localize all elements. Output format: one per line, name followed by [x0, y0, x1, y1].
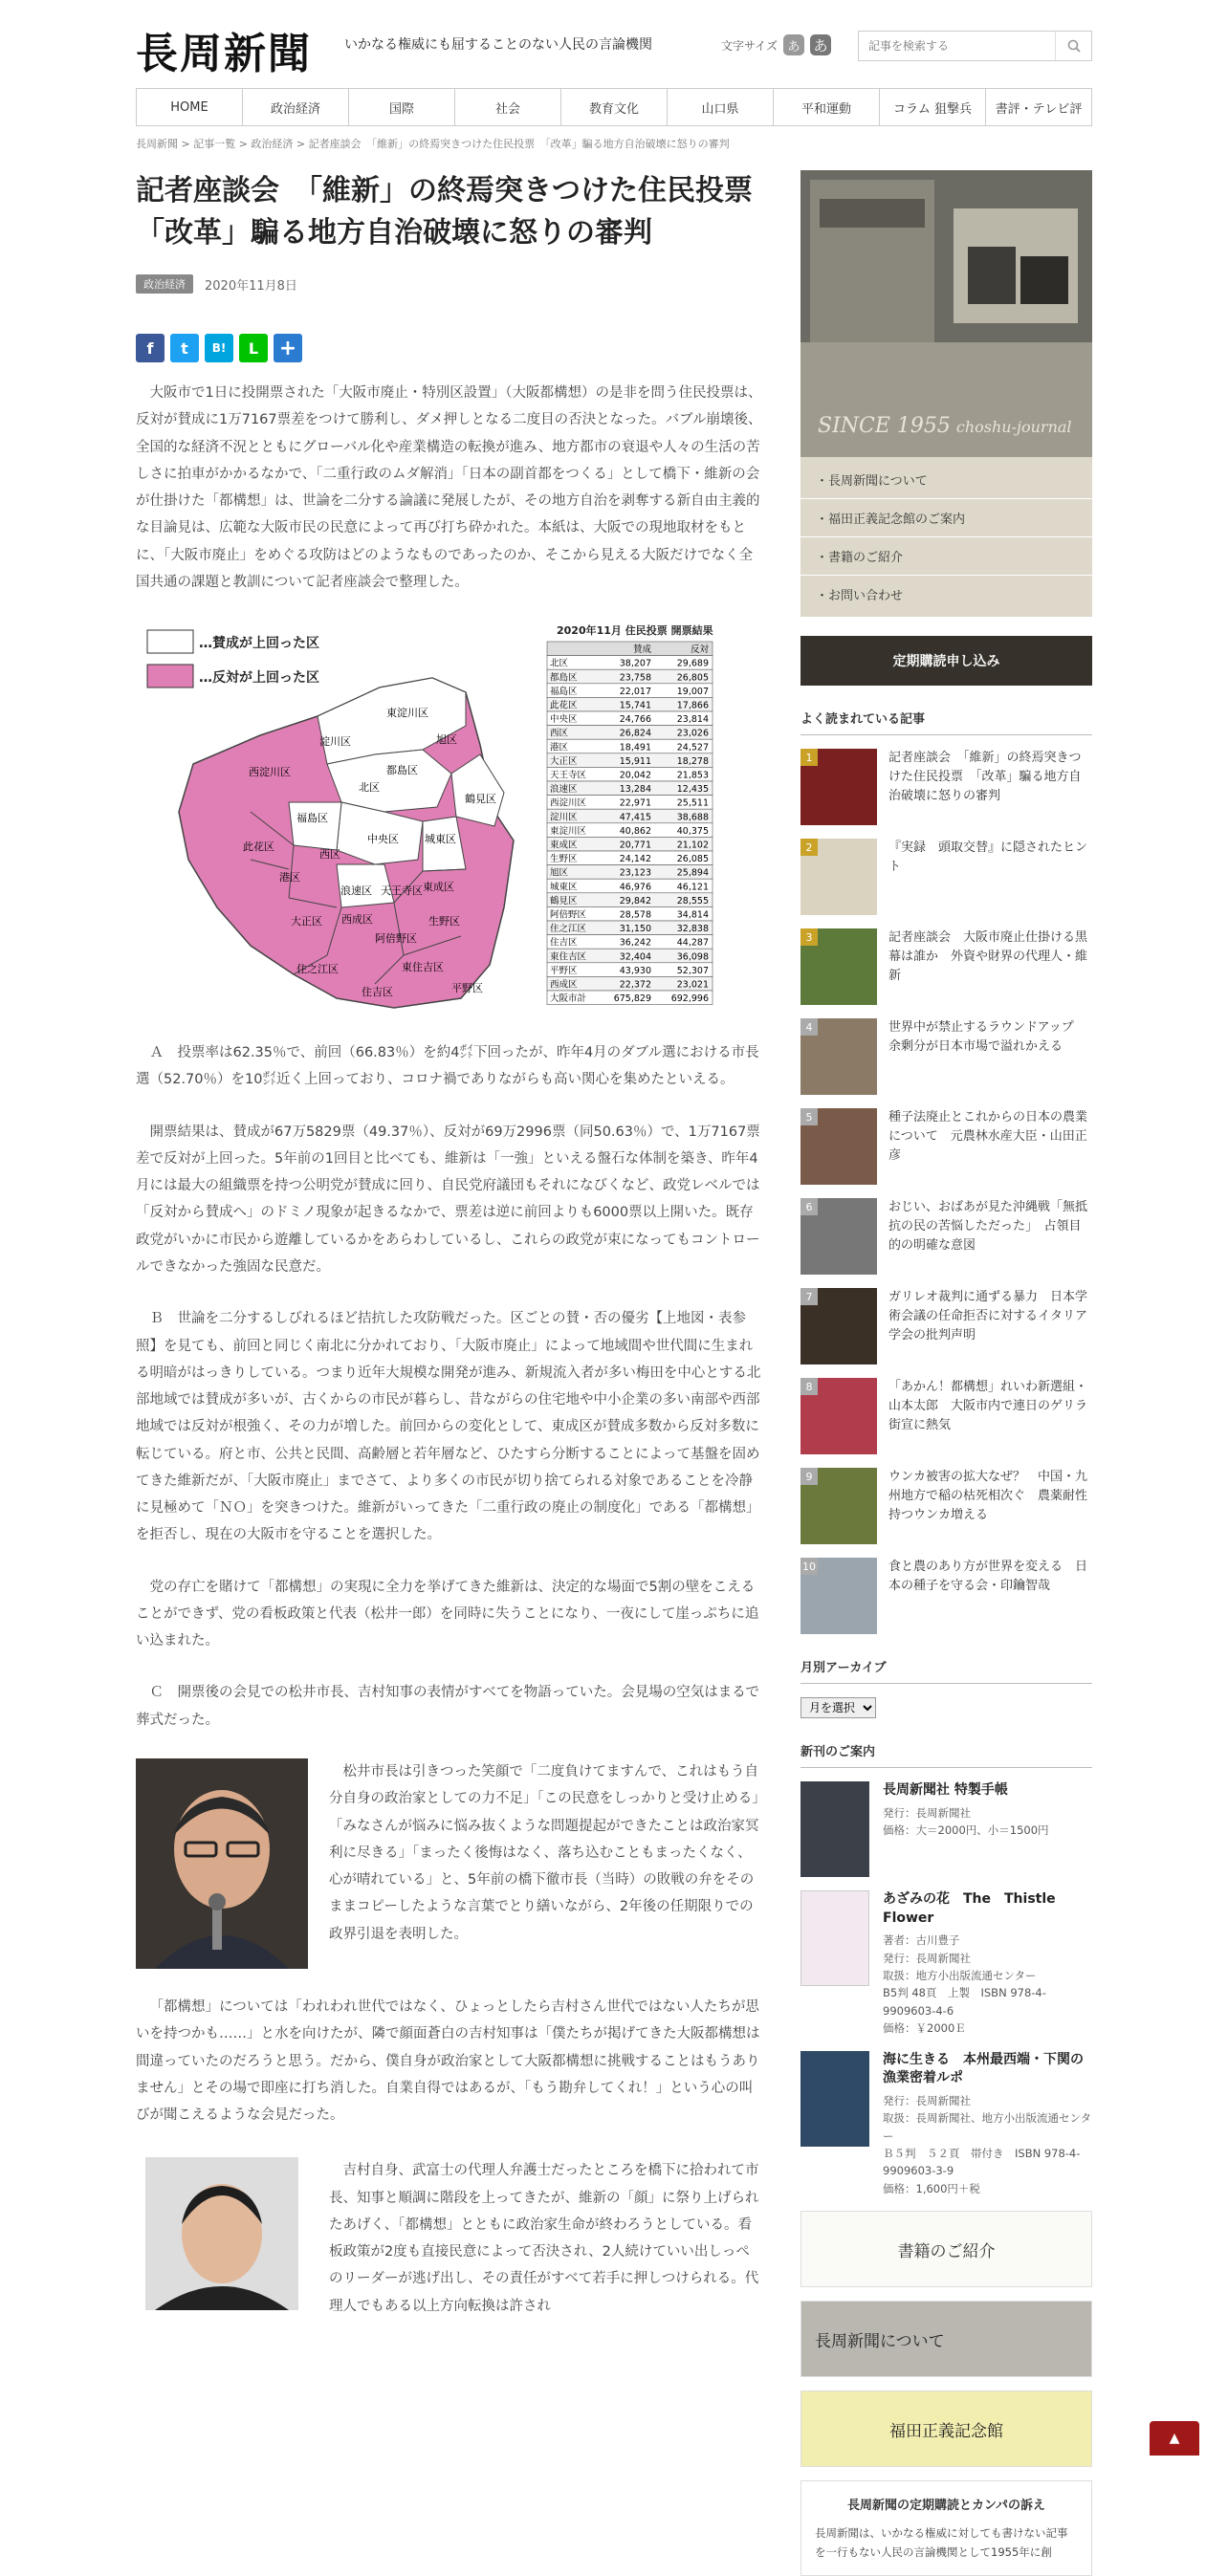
search-box: [858, 31, 1092, 61]
popular-thumb[interactable]: [800, 1378, 877, 1454]
table-cell: 旭区: [550, 867, 569, 879]
table-cell: 25,511: [676, 797, 709, 809]
article-date: 2020年11月8日: [205, 278, 297, 294]
since-label: SINCE 1955 choshu-journal: [818, 414, 1072, 438]
popular-thumb[interactable]: [800, 1108, 877, 1185]
table-cell: 23,123: [619, 867, 651, 879]
label-kita: 北区: [359, 781, 380, 795]
table-cell: 24,766: [619, 714, 651, 726]
popular-item[interactable]: [800, 749, 1092, 825]
popular-title-link[interactable]: 種子法廃止とこれからの日本の農業について 元農林水産大臣・山田正彦: [888, 1110, 1088, 1164]
yoshimura-photo: [136, 2157, 308, 2310]
legend-no-swatch: [147, 665, 193, 688]
search-button[interactable]: [1055, 32, 1091, 60]
appeal-text: 長周新聞は、いかなる権威に対しても書けない記事を一行もない人民の言論機関として1955年に創: [815, 2526, 1068, 2559]
table-cell: 22,017: [619, 687, 651, 698]
label-yodogawa: 淀川区: [319, 735, 351, 749]
table-cell: 40,862: [619, 826, 651, 838]
rank-number: 3: [800, 928, 818, 946]
more-share-icon[interactable]: +: [274, 334, 302, 362]
menu-books[interactable]: ・書籍のご紹介: [800, 537, 1092, 576]
about-banner[interactable]: 長周新聞について: [800, 2301, 1092, 2377]
table-cell: 西成区: [550, 979, 578, 991]
table-cell: 44,287: [676, 937, 709, 949]
table-cell: 21,102: [676, 840, 709, 851]
label-nishi: 西区: [319, 848, 340, 862]
table-cell: 阿倍野区: [550, 909, 587, 921]
matsui-photo: [136, 1758, 308, 1969]
table-cell: 31,150: [619, 924, 651, 935]
table-cell: 36,098: [676, 951, 709, 963]
table-cell: 28,555: [676, 896, 709, 907]
table-row: [547, 642, 713, 656]
rank-number: 2: [800, 839, 818, 856]
popular-title-link[interactable]: ウンカ被害の拡大なぜ？ 中国・九州地方で稲の枯死相次ぐ 農薬耐性持つウンカ増える: [888, 1470, 1088, 1523]
table-cell: 住吉区: [550, 937, 578, 949]
rank-number: 10: [800, 1558, 818, 1575]
breadcrumb[interactable]: 長周新聞 > 記事一覧 > 政治経済 > 記者座談会 「維新」の終焉突きつけた住民投票 「改革」騙る地方自治破壊に怒りの審判: [136, 138, 730, 150]
results-table: [547, 642, 713, 1005]
sidebar-menu: [800, 457, 1092, 617]
popular-item[interactable]: [800, 1378, 1092, 1454]
sidebar-hero-image: [800, 170, 1092, 457]
table-cell: 18,491: [619, 742, 651, 753]
book-cover: [800, 1890, 869, 1986]
book-item[interactable]: [800, 1781, 1092, 1877]
label-asahi: 旭区: [436, 733, 457, 747]
archive-title: 月別アーカイブ: [800, 1657, 1092, 1684]
popular-thumb[interactable]: [800, 1018, 877, 1095]
popular-thumb[interactable]: [800, 1558, 877, 1634]
paragraph-c3: 「都構想」については「われわれ世代ではなく、ひょっとしたら吉村さん世代ではない人たちが思いを持つかも……」と水を向けたが、隣で顔面蒼白の吉村知事は「僕たちが掲げてきた大阪都構想は間違っていたのだろうと思う。だから、僕自身が政治家として大阪都構想に挑戦することはもうありません」とその場で即座に打ち消した。自業自得ではあるが、「もう勘弁してくれ！」という心の叫びが聞こえるような会見だった。: [136, 1998, 760, 2124]
table-cell: 大阪市計: [550, 993, 587, 1005]
popular-item[interactable]: [800, 1558, 1092, 1634]
page-top-button[interactable]: ▲: [1150, 2421, 1199, 2456]
rank-number: 8: [800, 1378, 818, 1395]
label-chuo: 中央区: [367, 833, 399, 846]
table-cell: 15,911: [619, 756, 651, 768]
book-cover: [800, 2051, 869, 2147]
table-cell: 23,758: [619, 672, 651, 684]
table-cell: 47,415: [619, 812, 651, 823]
main-nav: [136, 88, 1092, 126]
nav-peace[interactable]: 平和運動: [774, 89, 880, 125]
table-cell: 22,971: [619, 797, 651, 809]
result-map-figure: [136, 621, 762, 1022]
table-cell: 26,085: [676, 854, 709, 865]
popular-thumb[interactable]: [800, 1198, 877, 1275]
table-cell: 賛成: [632, 644, 651, 656]
category-badge[interactable]: 政治経済: [136, 274, 193, 294]
table-cell: 西区: [550, 728, 569, 739]
label-joto: 城東区: [425, 833, 456, 846]
table-cell: 平野区: [550, 966, 578, 977]
paragraph-c1: Ｃ 開票後の会見での松井市長、吉村知事の表情がすべてを物語っていた。会見場の空気はまるで葬式だった。: [136, 1685, 760, 1728]
popular-item[interactable]: [800, 1198, 1092, 1275]
table-cell: 福島区: [550, 687, 578, 698]
share-buttons: [136, 334, 762, 362]
nav-politics[interactable]: 政治経済: [243, 89, 349, 125]
books-banner[interactable]: 書籍のご紹介: [800, 2211, 1092, 2287]
label-hirano: 平野区: [451, 982, 483, 995]
popular-thumb[interactable]: [800, 1288, 877, 1364]
paragraph-c4: 吉村自身、武富士の代理人弁護士だったところを橋下に拾われて市長、知事と順調に階段を上ってきたが、維新の「顔」に祭り上げられたあげく、「都構想」とともに政治家生命が終わろうとしている。看板政策が2度も直接民意によって否決され、2人続けていい出しっぺのリーダーが逃げ出し、その責任がすべて若手に押しつけられる。代理人でもある以上方向転換は許され: [329, 2163, 759, 2314]
popular-title-link[interactable]: ガリレオ裁判に通ずる暴力 日本学術会議の任命拒否に対するイタリア学会の批判声明: [888, 1290, 1088, 1343]
label-ikuno: 生野区: [428, 915, 460, 928]
table-cell: 此花区: [550, 700, 578, 711]
legend-yes-label: …賛成が上回った区: [199, 636, 319, 652]
site-logo[interactable]: 長周新聞: [136, 30, 312, 78]
label-taisho: 大正区: [291, 915, 322, 928]
table-cell: 20,042: [619, 770, 651, 781]
label-higashinari: 東成区: [423, 881, 454, 894]
twitter-share-icon[interactable]: t: [170, 334, 199, 362]
table-cell: 46,121: [676, 882, 709, 893]
book-title[interactable]: あざみの花 The Thistle Flower: [883, 1891, 1056, 1926]
line-share-icon[interactable]: L: [239, 334, 268, 362]
popular-item[interactable]: [800, 1468, 1092, 1544]
popular-title-link[interactable]: 世界中が禁止するラウンドアップ 余剰分が日本市場で溢れかえる: [888, 1020, 1086, 1055]
map-district-fukushima: [289, 802, 341, 850]
table-cell: 北区: [550, 658, 569, 669]
table-cell: 26,824: [619, 728, 651, 739]
popular-title-link[interactable]: 『実録 頭取交替』に隠されたヒント: [888, 840, 1088, 875]
label-konohana: 此花区: [243, 840, 274, 854]
paragraph-a2: 開票結果は、賛成が67万5829票（49.37％）、反対が69万2996票（同50.63％）で、1万7167票差で反対が上回った。5年前の1回目と比べても、維新は「一強」といえる盤石な体制を築き、昨年4月には最大の組織票を持つ公明党が賛成に回り、自民党府議団もそれになびくなど、政党レベルでは「反対から賛成へ」のドミノ現象が起きるなかで、票差は逆に前回よりも6000票以上開いた。既存政党がいかに市民から遊離しているかをあらわしているし、これらの政党が束になってもコントロールできなかった強固な民意だ。: [136, 1124, 760, 1275]
subscribe-button[interactable]: 定期購読申し込み: [800, 636, 1092, 686]
book-cover: [800, 1781, 869, 1877]
label-nishiyodogawa: 西淀川区: [249, 766, 291, 779]
table-cell: 大正区: [550, 756, 578, 768]
book-desc: 発行：長周新聞社 価格：大＝2000円、小＝1500円: [883, 1805, 1049, 1837]
popular-title-link[interactable]: 食と農のあり方が世界を変える 日本の種子を守る会・印鑰智哉: [888, 1560, 1088, 1594]
museum-banner[interactable]: 福田正義記念館: [800, 2390, 1092, 2467]
table-cell: 26,805: [676, 672, 709, 684]
table-cell: 36,242: [619, 937, 651, 949]
book-desc: 発行：長周新聞社 取扱：長周新聞社、地方小出版流通センター Ｂ５判 ５２頁 帯付き ISBN 978-4-9909603-3-9 価格：1,600円＋税: [883, 2093, 1092, 2195]
table-cell: 29,689: [676, 658, 709, 669]
legend-yes-swatch: [147, 630, 193, 653]
table-cell: 40,375: [676, 826, 709, 838]
table-cell: 24,527: [676, 742, 709, 753]
table-cell: 15,741: [619, 700, 651, 711]
new-books-title: 新刊のご案内: [800, 1741, 1092, 1768]
photo-block-yoshimura: [136, 2157, 762, 2320]
rank-number: 1: [800, 749, 818, 766]
article: [136, 170, 781, 2576]
sidebar: [800, 170, 1092, 2576]
search-icon: [1067, 39, 1081, 53]
table-cell: 692,996: [670, 993, 709, 1005]
article-title: 記者座談会 「維新」の終焉突きつけた住民投票 「改革」騙る地方自治破壊に怒りの審判: [136, 174, 781, 250]
menu-museum[interactable]: ・福田正義記念館のご案内: [800, 499, 1092, 537]
table-cell: 都島区: [550, 672, 578, 684]
label-higashisumiyoshi: 東住吉区: [402, 961, 444, 974]
menu-contact[interactable]: ・お問い合わせ: [816, 589, 904, 603]
rank-number: 4: [800, 1018, 818, 1036]
popular-item[interactable]: [800, 1018, 1092, 1095]
table-cell: 反対: [690, 644, 709, 656]
label-minato: 港区: [279, 871, 300, 884]
nav-international[interactable]: 国際: [349, 89, 455, 125]
popular-thumb[interactable]: [800, 749, 877, 825]
paragraph-intro: 大阪市で1日に投開票された「大阪市廃止・特別区設置」（大阪都構想）の是非を問う住民投票は、反対が賛成に1万7167票差をつけて勝利し、ダメ押しとなる二度目の否決となった。バブル崩壊後、全国的な経済不況とともにグローバル化や産業構造の転換が進み、地方都市の衰退や人々の生活の苦しさに拍車がかかるなかで、「二重行政のムダ解消」「日本の副首都をつくる」として橋下・維新の会が仕掛けた「都構想」は、世論を二分する論議に発展したが、その地方自治を剥奪する新自由主義的な目論見は、広範な大阪市民の民意によって再び打ち砕かれた。本紙は、大阪での現地取材をもとに、「大阪市廃止」をめぐる攻防はどのようなものであったのか、そこから見える大阪だけでなく全国共通の課題と教訓について記者座談会で整理した。: [136, 385, 762, 590]
nav-education[interactable]: 教育文化: [561, 89, 668, 125]
appeal-title: 長周新聞の定期購読とカンパの訴え: [846, 2499, 1046, 2514]
table-cell: 中央区: [550, 714, 578, 726]
label-tennoji: 天王寺区: [381, 884, 423, 898]
font-small-button[interactable]: あ: [783, 34, 804, 55]
table-cell: 住之江区: [550, 924, 587, 935]
photo-block-matsui: [136, 1758, 762, 1969]
popular-title-link[interactable]: 記者座談会 「維新」の終焉突きつけた住民投票 「改革」騙る地方自治破壊に怒りの審判: [888, 751, 1082, 804]
rank-number: 6: [800, 1198, 818, 1215]
label-nishinari: 西成区: [341, 913, 373, 927]
table-cell: 24,142: [619, 854, 651, 865]
paragraph-c2: 松井市長は引きつった笑顔で「二度負けてますんで、これはもう自分自身の政治家としての力不足」「この民意をしっかりと受け止める」「みなさんが悩みに悩み抜くような問題提起ができたことは政治家冥利に尽きる」「まったく後悔はなく、落ち込むこともまったくなく、心が晴れている」と、5年前の橋下徹市長（当時）の敗戦の弁をそのままコピーしたような言葉でとり繕いながら、2年後の任期限りでの政界引退を表明した。: [329, 1763, 759, 1942]
search-input[interactable]: [859, 32, 1055, 60]
archive-select[interactable]: [800, 1697, 876, 1718]
article-meta: [136, 274, 762, 294]
table-cell: 18,278: [676, 756, 709, 768]
nav-society[interactable]: 社会: [455, 89, 561, 125]
table-cell: 天王寺区: [550, 770, 587, 781]
table-cell: 生野区: [550, 854, 578, 865]
table-cell: 20,771: [619, 840, 651, 851]
popular-thumb[interactable]: [800, 839, 877, 915]
popular-title-link[interactable]: 「あかん！都構想」れいわ新選組・山本太郎 大阪市内で連日のゲリラ街宣に熱気: [888, 1380, 1088, 1433]
table-cell: 22,372: [619, 979, 651, 991]
popular-item[interactable]: [800, 928, 1092, 1005]
table-cell: 675,829: [613, 993, 651, 1005]
facebook-share-icon[interactable]: f: [136, 334, 164, 362]
table-cell: 23,026: [676, 728, 709, 739]
popular-item[interactable]: [800, 1288, 1092, 1364]
table-cell: 19,007: [676, 687, 709, 698]
font-large-button[interactable]: あ: [810, 34, 831, 55]
table-cell: 23,021: [676, 979, 709, 991]
table-cell: 21,853: [676, 770, 709, 781]
label-tsurumi: 鶴見区: [465, 793, 496, 806]
book-title[interactable]: 海に生きる 本州最西端・下関の漁業密着ルポ: [883, 2051, 1084, 2086]
label-abeno: 阿倍野区: [375, 932, 417, 946]
site-tagline: いかなる権威にも屈することのない人民の言論機関: [344, 37, 652, 53]
rank-number: 9: [800, 1468, 818, 1485]
legend-no-label: …反対が上回った区: [199, 670, 319, 687]
table-cell: 17,866: [676, 700, 709, 711]
table-cell: 鶴見区: [550, 896, 578, 907]
site-header: [136, 0, 1092, 86]
table-cell: 13,284: [619, 784, 651, 796]
table-cell: 東成区: [550, 840, 578, 851]
label-miyakojima: 都島区: [386, 764, 418, 777]
table-cell: 12,435: [676, 784, 709, 796]
menu-about[interactable]: ・長周新聞について: [800, 461, 1092, 499]
table-cell: 東住吉区: [550, 951, 587, 963]
popular-thumb[interactable]: [800, 928, 877, 1005]
table-cell: 東淀川区: [550, 826, 587, 838]
table-cell: 32,404: [619, 951, 651, 963]
rank-number: 5: [800, 1108, 818, 1125]
hatena-share-icon[interactable]: B!: [205, 334, 233, 362]
paragraph-a1: Ａ 投票率は62.35％で、前回（66.83％）を約4㌽下回ったが、昨年4月のダブル選における市長選（52.70％）を10㌽近く上回っており、コロナ禍でありながらも高い関心を集めたといえる。: [136, 1045, 759, 1088]
book-item[interactable]: [800, 1890, 1092, 2038]
nav-reviews[interactable]: 書評・テレビ評: [995, 101, 1083, 117]
table-cell: 25,894: [676, 867, 709, 879]
book-desc: 著者：古川豊子 発行：長周新聞社 取扱：地方小出版流通センター B5判 48頁 上製 ISBN 978-4-9909603-4-6 価格：￥2000Ｅ: [883, 1933, 1046, 2036]
table-cell: 38,207: [619, 658, 651, 669]
popular-item[interactable]: [800, 839, 1092, 915]
paragraph-b2: 党の存亡を賭けて「都構想」の実現に全力を挙げてきた維新は、決定的な場面で5割の壁をこえることができず、党の看板政策と代表（松井一郎）を同時に失うことになり、一夜にして崖っぷちに追い込まれた。: [136, 1579, 759, 1649]
osaka-map: [136, 621, 762, 1022]
font-size-label: 文字サイズ: [721, 38, 778, 53]
label-suminoe: 住之江区: [296, 963, 339, 976]
table-title: 2020年11月 住民投票 開票結果: [557, 624, 713, 638]
popular-list: [800, 749, 1092, 1634]
table-cell: 淀川区: [550, 812, 578, 823]
table-cell: 34,814: [676, 909, 709, 921]
label-naniwa: 浪速区: [340, 884, 372, 898]
table-cell: 46,976: [619, 882, 651, 893]
table-cell: 38,688: [676, 812, 709, 823]
nav-column[interactable]: コラム 狙撃兵: [880, 89, 986, 125]
popular-title: よく読まれている記事: [800, 709, 1092, 735]
table-cell: 43,930: [619, 966, 651, 977]
popular-title-link[interactable]: おじい、おばあが見た沖縄戦「無抵抗の民の苦悩しただった」 占領目的の明確な意図: [888, 1200, 1088, 1254]
nav-home[interactable]: HOME: [137, 89, 243, 125]
popular-title-link[interactable]: 記者座談会 大阪市廃止仕掛ける黒幕は誰か 外資や財界の代理人・維新: [888, 930, 1088, 984]
table-cell: 港区: [550, 742, 569, 753]
table-cell: 52,307: [676, 966, 709, 977]
paragraph-b1: Ｂ 世論を二分するしびれるほど拮抗した攻防戦だった。区ごとの賛・否の優劣【上地図・表参照】を見ても、前回と同じく南北に分かれており、「大阪市廃止」によって地域間や世代間に生まれる明暗がはっきりしている。つまり近年大規模な開発が進み、新規流入者が多い梅田を中心とする北部地域では賛成が多いが、古くからの市民が暮らし、昔ながらの住宅地や中小企業の多い南部や西部地域では反対が根強く、その力が増した。前回からの変化として、東成区が賛成多数から反対多数に転じている。府と市、公共と民間、高齢層と若年層など、ひたすら分断することによって基盤を固めてきた維新だが、「大阪市廃止」までさて、より多くの市民が切り捨てられる対象であることを冷静に見極めて「ＮＯ」を突きつけた。維新がいってきた「二重行政の廃止の制度化」である「都構想」を拒否し、現在の大阪市を守ることを選択した。: [136, 1311, 761, 1543]
book-title[interactable]: 長周新聞社 特製手帳: [883, 1782, 1008, 1798]
table-cell: 城東区: [550, 882, 578, 893]
popular-item[interactable]: [800, 1108, 1092, 1185]
table-cell: 29,842: [619, 896, 651, 907]
label-sumiyoshi: 住吉区: [362, 986, 393, 999]
table-cell: 32,838: [676, 924, 709, 935]
font-size-control: [721, 34, 831, 55]
table-cell: 西淀川区: [550, 797, 587, 809]
label-fukushima: 福島区: [296, 812, 328, 825]
label-higashiyodogawa: 東淀川区: [386, 707, 428, 720]
table-cell: 浪速区: [550, 784, 578, 796]
popular-thumb[interactable]: [800, 1468, 877, 1544]
rank-number: 7: [800, 1288, 818, 1305]
book-item[interactable]: [800, 2051, 1092, 2198]
table-cell: 23,814: [676, 714, 709, 726]
table-cell: 28,578: [619, 909, 651, 921]
subscription-appeal: [800, 2480, 1092, 2576]
nav-yamaguchi[interactable]: 山口県: [668, 89, 774, 125]
